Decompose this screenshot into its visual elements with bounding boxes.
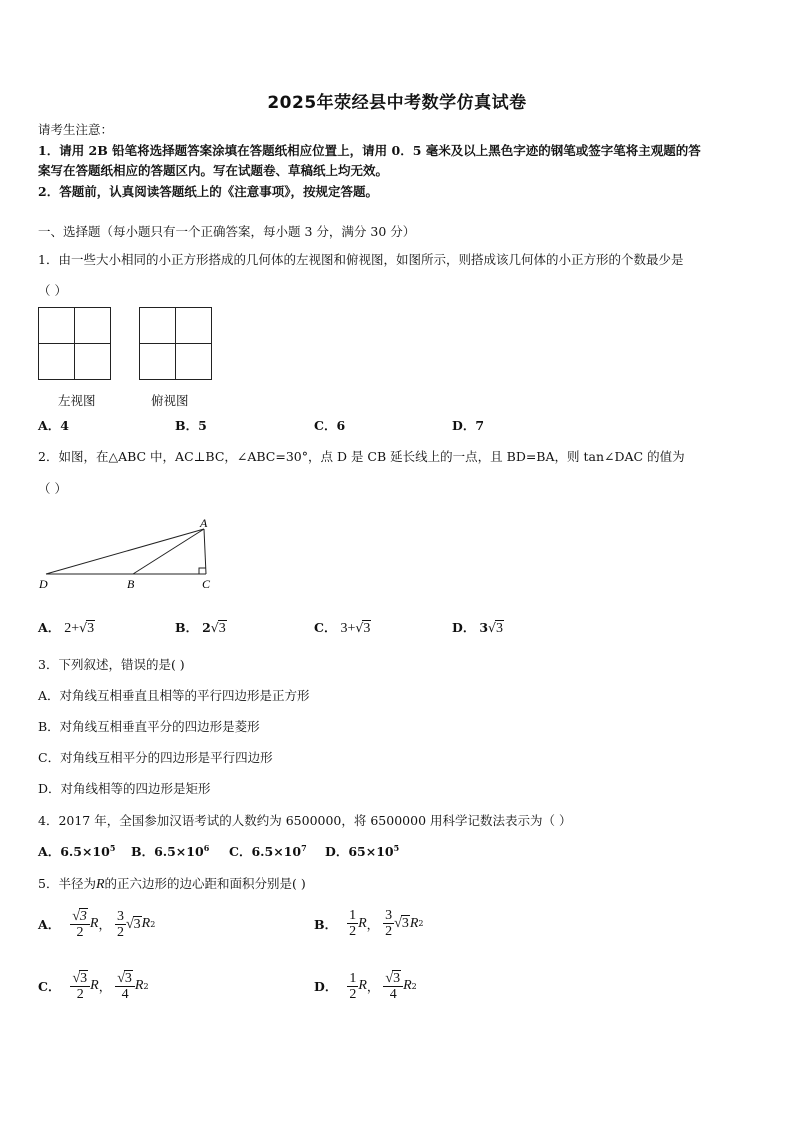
q1-option-b: B．5 <box>175 418 207 433</box>
q4-option-d: D．$65\times 10^5$ <box>325 842 400 859</box>
notice-line-1a: 1．请用 2B 铅笔将选择题答案涂填在答题纸相应位置上，请用 0．5 毫米及以上黑色字迹的钢笔或签字笔将主观题的答 <box>38 143 701 158</box>
section-heading: 一、选择题（每小题只有一个正确答案，每小题 3 分，满分 30 分） <box>38 224 416 239</box>
q3-option-a: A．对角线互相垂直且相等的平行四边形是正方形 <box>38 688 310 703</box>
q3-option-b: B．对角线互相垂直平分的四边形是菱形 <box>38 719 260 734</box>
q1-blank: （ ） <box>38 283 67 298</box>
triangle-figure <box>36 514 216 594</box>
left-view-caption: 左视图 <box>58 393 96 408</box>
page-title: 2025年荥经县中考数学仿真试卷 <box>267 93 527 113</box>
notice-line-2: 2．答题前，认真阅读答题纸上的《注意事项》，按规定答题。 <box>38 184 378 199</box>
q1-stem: 1．由一些大小相同的小正方形搭成的几何体的左视图和俯视图，如图所示，则搭成该几何体的小正方形的个数最少是 <box>38 252 684 267</box>
q2-option-a: A． 2+√3 <box>38 620 95 636</box>
q1-option-a: A．4 <box>38 418 69 433</box>
q2-option-d: D． 3√3 <box>452 620 503 636</box>
q5-option-a: A． $\frac{√3}{2}$ R ， $\frac{3}{2}$ √3 R 2 <box>38 908 156 941</box>
point-c-label: C <box>202 577 211 591</box>
q4-option-b: B．$6.5\times 10^6$ <box>131 842 210 859</box>
point-b-label: B <box>127 577 135 591</box>
q5-option-b: B． $\frac{1}{2}$ R ， $\frac{3}{2}$ √3 R 2 <box>314 908 424 940</box>
notice-line-1b: 案写在答题纸相应的答题区内。写在试题卷、草稿纸上均无效。 <box>38 163 389 178</box>
point-a-label: A <box>200 516 208 530</box>
notice-heading: 请考生注意： <box>38 122 114 137</box>
q2-stem: 2．如图，在△ABC 中，AC⊥BC，∠ABC=30°，点 D 是 CB 延长线上的一点，且 BD=BA，则 tan∠DAC 的值为 <box>38 449 685 464</box>
left-view-figure <box>38 307 112 382</box>
q3-option-d: D．对角线相等的四边形是矩形 <box>38 781 211 796</box>
q2-option-b: B． 2√3 <box>175 620 226 636</box>
q2-option-c: C． 3+√3 <box>314 620 371 636</box>
q4-option-a: A．$6.5\times 10^5$ <box>38 842 116 859</box>
q2-blank: （ ） <box>38 481 67 496</box>
q4-stem: 4．2017 年，全国参加汉语考试的人数约为 6500000，将 6500000 用科学记数法表示为（ ） <box>38 813 572 828</box>
top-view-figure <box>139 307 213 382</box>
q3-option-c: C．对角线互相平分的四边形是平行四边形 <box>38 750 273 765</box>
q5-option-c: C． $\frac{√3}{2}$ R ， $\frac{√3}{4}$ R 2 <box>38 971 149 1003</box>
q1-option-c: C．6 <box>314 418 346 433</box>
point-d-label: D <box>39 577 48 591</box>
q1-option-d: D．7 <box>452 418 485 433</box>
q4-option-c: C．$6.5\times 10^7$ <box>229 842 307 859</box>
q3-stem: 3．下列叙述，错误的是( ) <box>38 657 185 672</box>
q5-stem: 5．半径为R的正六边形的边心距和面积分别是( ) <box>38 876 306 892</box>
top-view-caption: 俯视图 <box>151 393 189 408</box>
q5-option-d: D． $\frac{1}{2}$ R ， $\frac{√3}{4}$ R 2 <box>314 970 417 1003</box>
